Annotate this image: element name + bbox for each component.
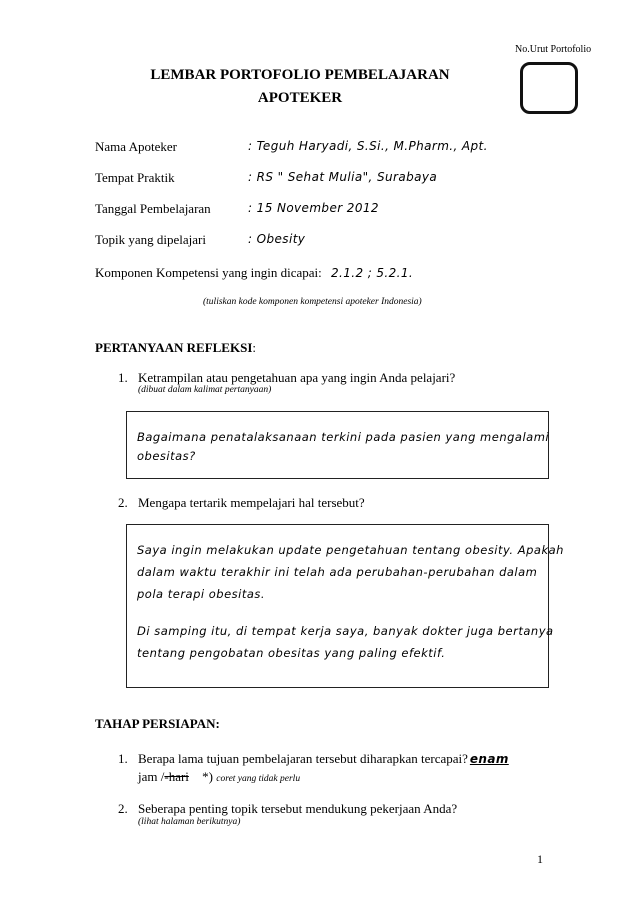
refleksi-answer2-box[interactable]: [126, 524, 564, 688]
refleksi-answer2-line5: tentang pengobatan obesitas yang paling efektif.: [137, 646, 446, 660]
nama-value: : Teguh Haryadi, S.Si., M.Pharm., Apt.: [248, 139, 488, 153]
tempat-label: Tempat Praktik: [95, 170, 175, 185]
tempat-value: : RS " Sehat Mulia", Surabaya: [248, 170, 438, 184]
refleksi-q1-number: 1.: [118, 370, 128, 385]
persiapan-q2-number: 2.: [118, 801, 128, 816]
refleksi-heading-colon: :: [252, 340, 257, 355]
persiapan-q1-note: coret yang tidak perlu: [216, 774, 301, 784]
komponen-label: [95, 265, 413, 281]
refleksi-answer2-line2: dalam waktu terakhir ini telah ada perubahan-perubahan dalam: [137, 565, 538, 579]
refleksi-q1-hint: (dibuat dalam kalimat pertanyaan): [138, 385, 272, 395]
refleksi-answer1-line1: Bagaimana penatalaksanaan terkini pada pasien yang mengalami: [137, 430, 550, 444]
refleksi-answer1-box[interactable]: [126, 411, 549, 479]
refleksi-q2-text: Mengapa tertarik mempelajari hal tersebut?: [138, 495, 365, 510]
refleksi-answer2-line1: Saya ingin melakukan update pengetahuan tentang obesity. Apakah: [137, 543, 564, 557]
refleksi-q2-number: 2.: [118, 495, 128, 510]
persiapan-q1-units: [138, 769, 300, 785]
persiapan-q1-slash: /: [160, 769, 165, 784]
portfolio-number-box[interactable]: [520, 62, 578, 114]
persiapan-q2-text: Seberapa penting topik tersebut mendukung pekerjaan Anda?: [138, 801, 458, 816]
persiapan-q1-answer: enam: [469, 752, 509, 766]
refleksi-heading-text: PERTANYAAN REFLEKSI: [95, 340, 253, 355]
komponen-value: 2.1.2 ; 5.2.1.: [330, 266, 414, 280]
persiapan-q1-number: 1.: [118, 751, 128, 766]
persiapan-q2-hint: (lihat halaman berikutnya): [138, 817, 241, 827]
refleksi-q1-text: Ketrampilan atau pengetahuan apa yang ingin Anda pelajari?: [138, 370, 456, 385]
page-number: 1: [537, 852, 543, 866]
persiapan-q1-note-mark: *): [202, 769, 214, 784]
refleksi-answer2-line3: pola terapi obesitas.: [137, 587, 266, 601]
persiapan-q1: [138, 751, 509, 767]
persiapan-q1-unit-hari: -hari: [164, 769, 189, 784]
page-title-line2: APOTEKER: [257, 90, 343, 106]
tanggal-value: : 15 November 2012: [248, 201, 379, 215]
topik-label: Topik yang dipelajari: [95, 232, 207, 247]
komponen-hint: (tuliskan kode komponen kompetensi apoteker Indonesia): [203, 297, 422, 307]
persiapan-q1-unit-jam: jam: [138, 769, 158, 784]
refleksi-answer2-line4: Di samping itu, di tempat kerja saya, banyak dokter juga bertanya: [137, 624, 554, 638]
page-title-line1: LEMBAR PORTOFOLIO PEMBELAJARAN: [150, 67, 450, 83]
topik-value: : Obesity: [248, 232, 306, 246]
nama-label: Nama Apoteker: [95, 139, 177, 154]
persiapan-heading: TAHAP PERSIAPAN:: [95, 716, 220, 731]
refleksi-answer1-line2: obesitas?: [137, 449, 196, 463]
tanggal-label: Tanggal Pembelajaran: [95, 201, 211, 216]
portfolio-number-label: No.Urut Portofolio: [515, 44, 592, 55]
persiapan-q1-text: Berapa lama tujuan pembelajaran tersebut diharapkan tercapai?: [138, 751, 468, 766]
refleksi-heading: [95, 340, 256, 356]
komponen-label-text: Komponen Kompetensi yang ingin dicapai:: [95, 265, 322, 280]
page-title: [100, 64, 500, 110]
